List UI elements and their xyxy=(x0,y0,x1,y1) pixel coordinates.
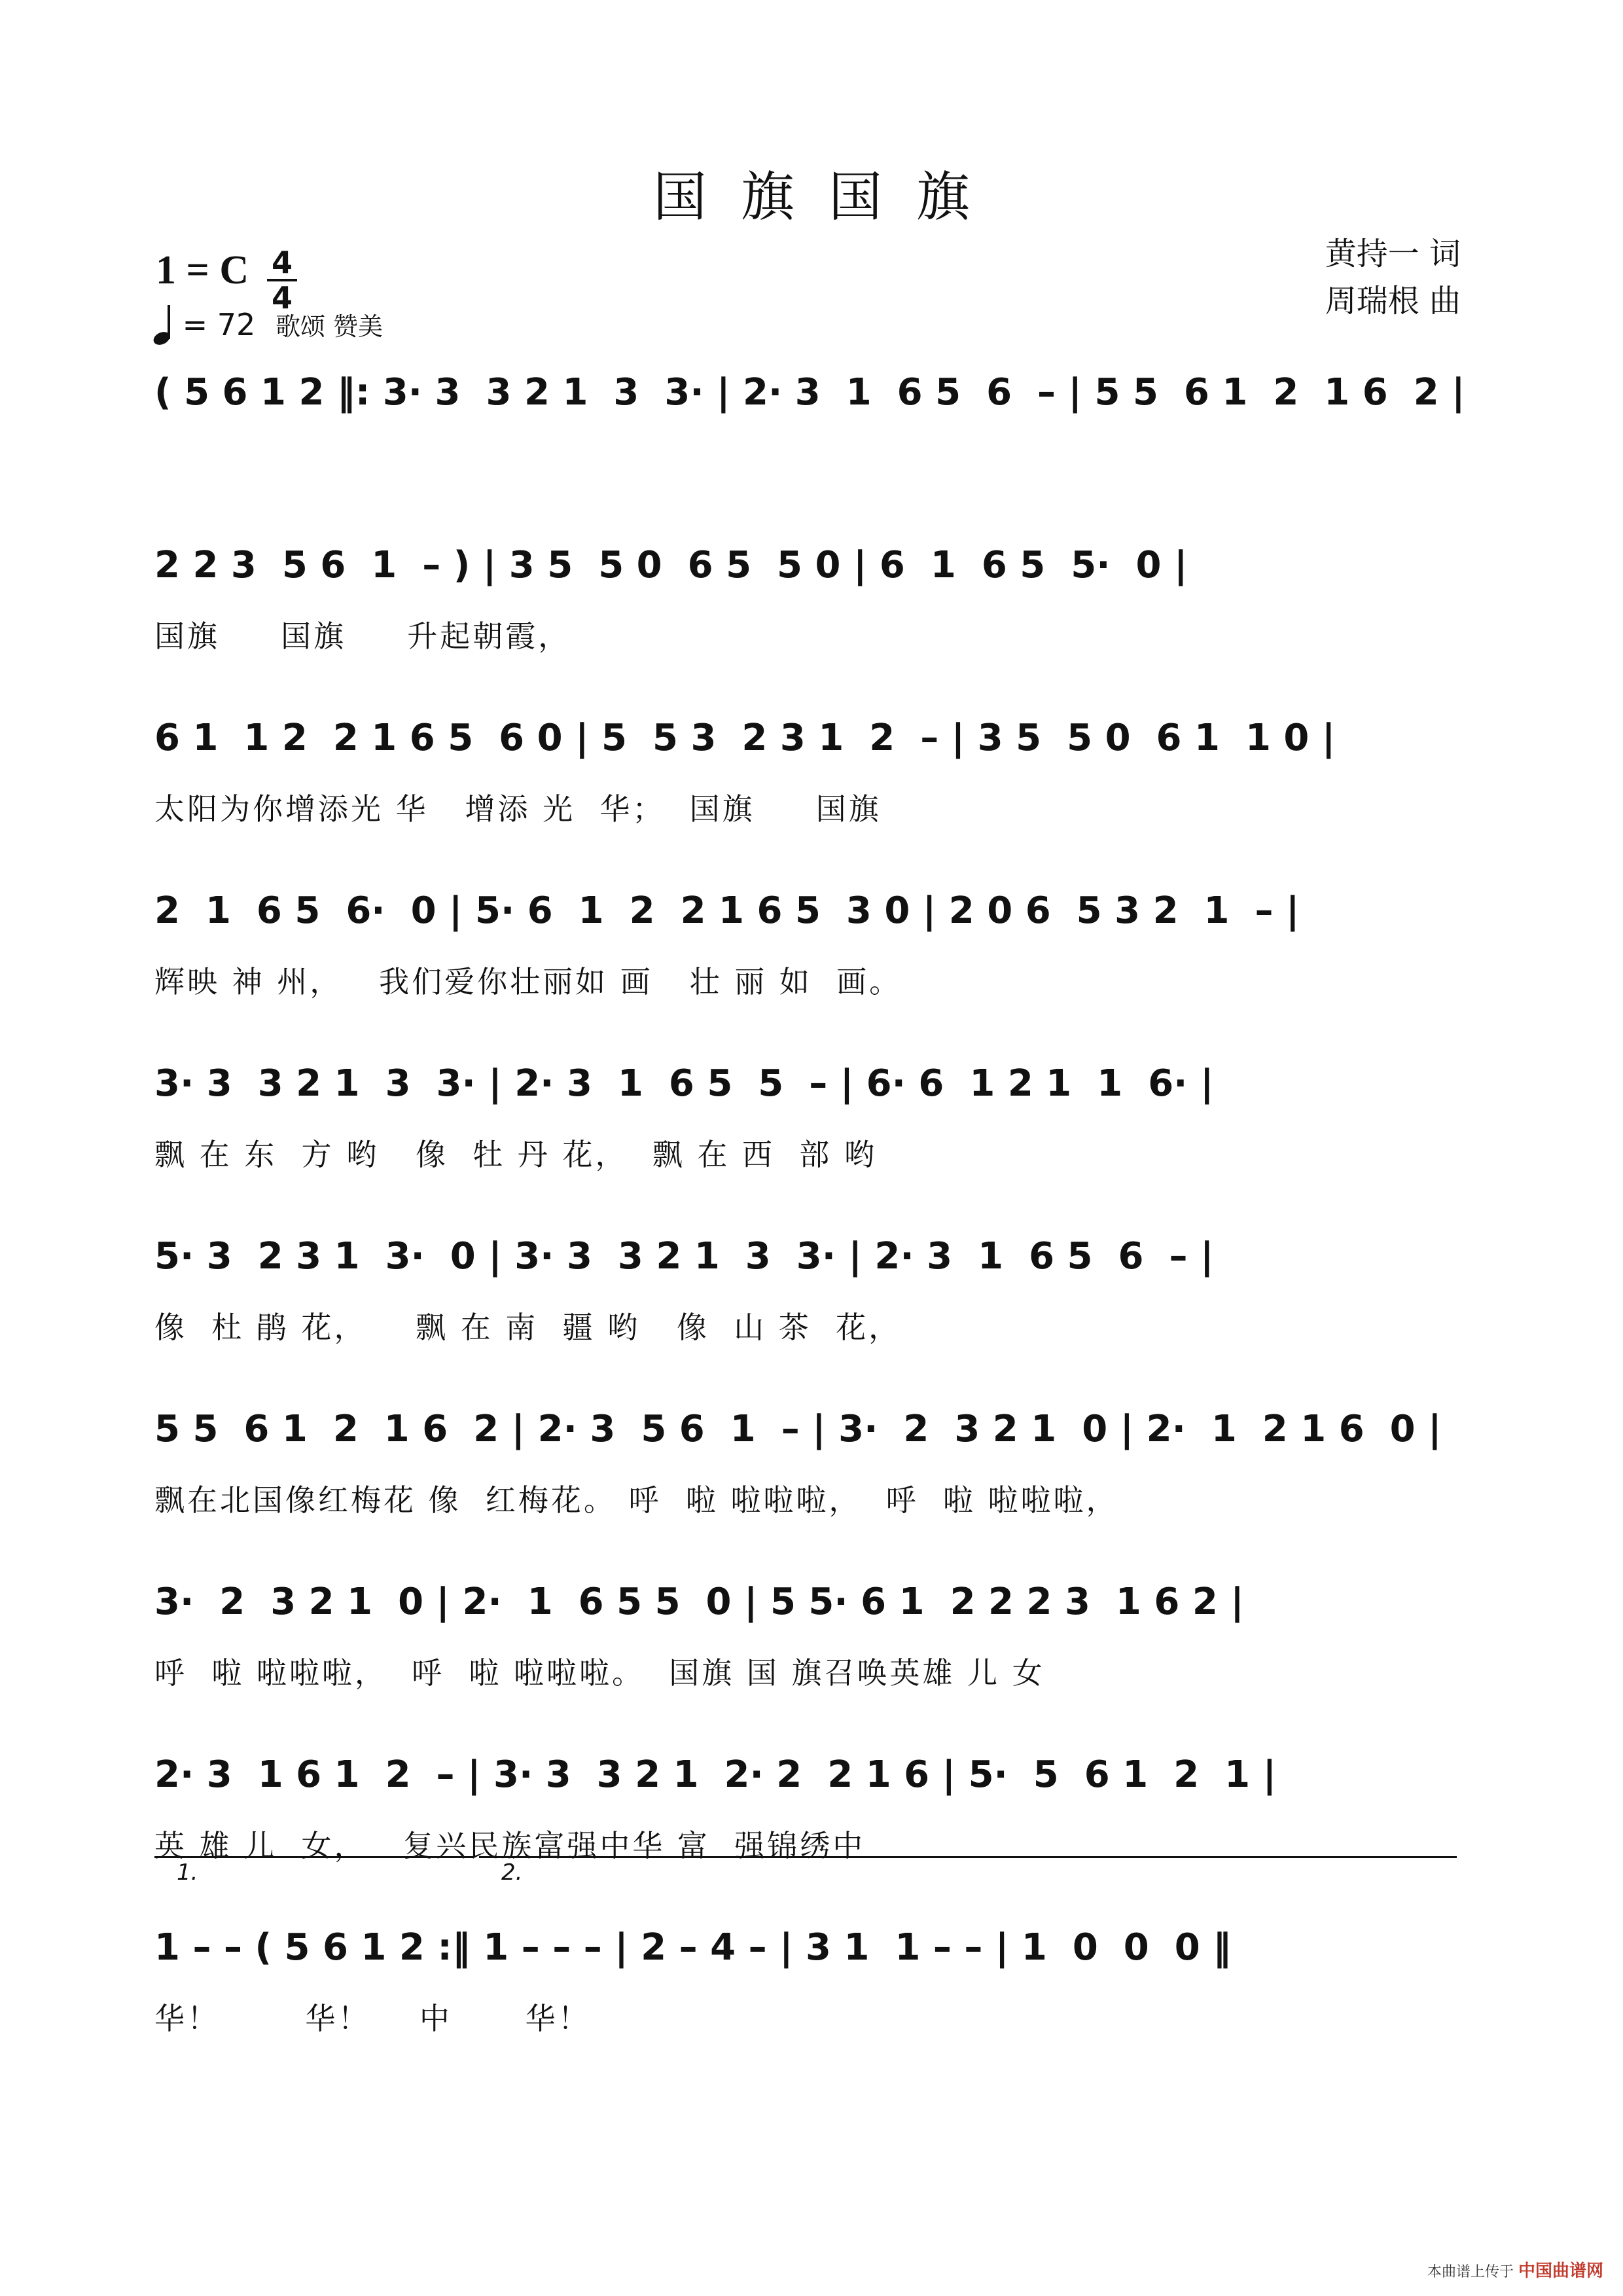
score-row xyxy=(154,539,1470,654)
score-row xyxy=(154,1922,1470,2036)
lyric-line: 辉映 神 州， 我们爱你壮丽如 画 壮 丽 如 画。 xyxy=(154,964,902,999)
notation-line: 2 1 6 5 6· 0 | 5· 6 1 2 2 1 6 5 3 0 | 2 0 6 5 3 2 1 – | xyxy=(154,889,1300,932)
volta-second: 2. xyxy=(479,1856,1457,1878)
score-row xyxy=(154,712,1470,827)
score-row xyxy=(154,1058,1470,1172)
lyric-line: 太阳为你增添光 华 增添 光 华； 国旗 国旗 xyxy=(154,791,882,827)
tempo-mood: 歌颂 赞美 xyxy=(275,312,383,341)
notation-line: 5 5 6 1 2 1 6 2 | 2· 3 5 6 1 – | 3· 2 3 2 1 0 | 2· 1 2 1 6 0 | xyxy=(154,1408,1442,1450)
notation-line: 5· 3 2 3 1 3· 0 | 3· 3 3 2 1 3 3· | 2· 3 1 6 5 6 – | xyxy=(154,1235,1214,1278)
lyric-line: 飘在北国像红梅花 像 红梅花。 呼 啦 啦啦啦， 呼 啦 啦啦啦， xyxy=(154,1482,1119,1518)
credits xyxy=(1325,230,1461,325)
notation-line: 1 – – ( 5 6 1 2 :‖ 1 – – – | 2 – 4 – | 3 1 1 – – | 1 0 0 0 ‖ xyxy=(154,1926,1232,1969)
lyric-line: 华！ 华！ 中 华！ xyxy=(154,2001,591,2036)
tempo-value: = 72 xyxy=(182,307,256,342)
time-signature: 4 4 xyxy=(267,247,297,313)
quarter-note-icon xyxy=(153,305,173,344)
notation-line: 3· 3 3 2 1 3 3· | 2· 3 1 6 5 5 – | 6· 6 1 2 1 1 6· | xyxy=(154,1062,1214,1105)
score-row xyxy=(154,1230,1470,1345)
notation-line: 3· 2 3 2 1 0 | 2· 1 6 5 5 0 | 5 5· 6 1 2 2 2 3 1 6 2 | xyxy=(154,1581,1244,1623)
score-row xyxy=(154,885,1470,999)
lyric-line: 呼 啦 啦啦啦， 呼 啦 啦啦啦。 国旗 国 旗召唤英雄 儿 女 xyxy=(154,1655,1045,1691)
lyric-line: 像 杜 鹃 花， 飘 在 南 疆 哟 像 山 茶 花， xyxy=(154,1310,902,1345)
lyric-line: 英 雄 儿 女， 复兴民族富强中华 富 强锦绣中 xyxy=(154,1828,866,1863)
tempo-mark xyxy=(153,305,383,344)
page-title: 国旗国旗 xyxy=(652,166,1004,228)
composer-credit: 周瑞根 曲 xyxy=(1325,283,1461,319)
score-row xyxy=(154,1749,1470,1863)
score-row xyxy=(154,1576,1470,1691)
lyric-line: 飘 在 东 方 哟 像 牡 丹 花， 飘 在 西 部 哟 xyxy=(154,1137,877,1172)
lyricist-credit: 黄持一 词 xyxy=(1325,236,1461,272)
notation-line: 2· 3 1 6 1 2 – | 3· 3 3 2 1 2· 2 2 1 6 | 5· 5 6 1 2 1 | xyxy=(154,1753,1277,1796)
notation-line: ( 5 6 1 2 ‖: 3· 3 3 2 1 3 3· | 2· 3 1 6 5 6 – | 5 5 6 1 2 1 6 2 | xyxy=(154,371,1465,414)
score-row xyxy=(154,1403,1470,1518)
notation-line: 2 2 3 5 6 1 – ) | 3 5 5 0 6 5 5 0 | 6 1 6 5 5· 0 | xyxy=(154,544,1188,586)
key-signature: 1 = C xyxy=(156,248,249,293)
footer-watermark: 本曲谱上传于 中国曲谱网 xyxy=(1427,2261,1603,2281)
lyric-line: 国旗 国旗 升起朝霞， xyxy=(154,619,571,654)
notation-line: 6 1 1 2 2 1 6 5 6 0 | 5 5 3 2 3 1 2 – | 3 5 5 0 6 1 1 0 | xyxy=(154,717,1336,759)
volta-first: 1. xyxy=(154,1856,474,1878)
score-row xyxy=(154,367,1470,439)
